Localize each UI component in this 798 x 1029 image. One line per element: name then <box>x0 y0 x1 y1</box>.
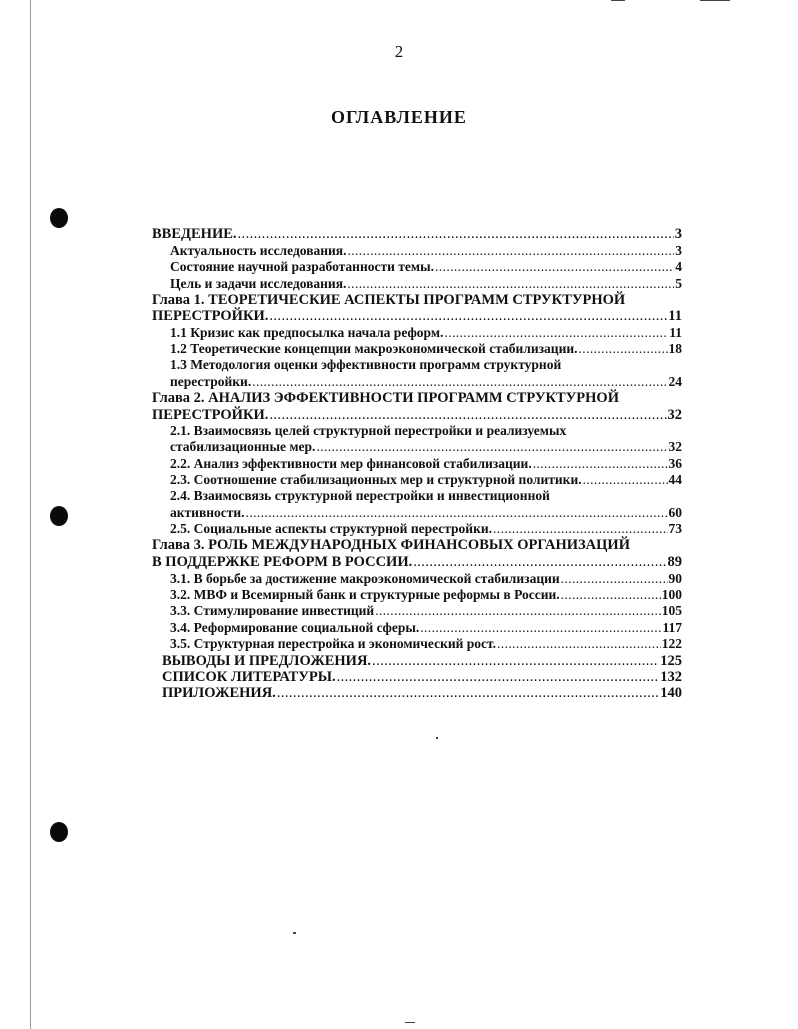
toc-label: ПЕРЕСТРОЙКИ. <box>152 308 269 325</box>
toc-entry-1-3 <box>152 374 682 390</box>
toc-chapter-heading: Глава 3. РОЛЬ МЕЖДУНАРОДНЫХ ФИНАНСОВЫХ ОРГАНИЗАЦИЙ <box>152 537 630 554</box>
scan-speck <box>436 737 438 739</box>
toc-entry-relevance <box>152 242 682 258</box>
toc-page: 4 <box>675 259 682 275</box>
dot-leader <box>493 521 667 537</box>
dot-leader <box>337 669 660 685</box>
toc-page: 44 <box>668 472 682 488</box>
toc-page: 117 <box>662 619 682 635</box>
toc-label: 3.5. Структурная перестройка и экономический рост. <box>170 636 497 652</box>
toc-entry-2-1 <box>152 439 682 455</box>
toc-label: 1.1 Кризис как предпосылка начала реформ. <box>170 324 444 340</box>
toc-entry-2-2 <box>152 455 682 471</box>
dot-leader <box>413 554 666 570</box>
dot-leader <box>444 325 668 341</box>
dot-leader <box>269 308 667 324</box>
toc-page: 3 <box>675 242 682 258</box>
toc-page: 3 <box>674 226 682 243</box>
dot-leader <box>252 374 667 390</box>
dot-leader <box>375 603 661 619</box>
table-of-contents <box>152 226 682 701</box>
toc-entry-goals <box>152 275 682 291</box>
toc-entry-intro <box>152 226 682 242</box>
page-number: 2 <box>394 42 404 61</box>
toc-label: перестройки. <box>170 373 252 389</box>
toc-entry-3-4 <box>152 619 682 635</box>
toc-label: 3.1. В борьбе за достижение макроэкономической стабилизации <box>170 570 560 586</box>
toc-page: 125 <box>660 652 682 669</box>
toc-label: 2.2. Анализ эффективности мер финансовой стабилизации. <box>170 455 532 471</box>
toc-page: 18 <box>668 341 682 357</box>
toc-label: 3.3. Стимулирование инвестиций <box>170 603 375 619</box>
toc-label: активности. <box>170 505 245 521</box>
toc-label: 2.3. Соотношение стабилизационных мер и структурной политики. <box>170 472 582 488</box>
toc-label: ПРИЛОЖЕНИЯ. <box>162 685 276 702</box>
toc-label: Состояние научной разработанности темы. <box>170 259 435 275</box>
toc-entry-3-5 <box>152 636 682 652</box>
toc-entry-3-3 <box>152 603 682 619</box>
dot-leader <box>277 685 659 701</box>
toc-page: 24 <box>668 373 682 389</box>
toc-entry-2-5 <box>152 521 682 537</box>
toc-label: 2.5. Социальные аспекты структурной перестройки. <box>170 521 493 537</box>
toc-page: 122 <box>661 636 682 652</box>
scan-speck <box>611 0 625 1</box>
toc-entry-3-2 <box>152 587 682 603</box>
toc-page: 11 <box>669 324 682 340</box>
punch-hole <box>50 506 68 526</box>
scan-edge <box>30 0 31 1029</box>
toc-page: 89 <box>667 554 682 571</box>
toc-page: 132 <box>660 668 682 685</box>
toc-entry-2-4 <box>152 505 682 521</box>
toc-label: ВВЕДЕНИЕ. <box>152 226 237 243</box>
toc-entry-appendix <box>152 685 682 701</box>
toc-entry-chapter-1 <box>152 308 682 324</box>
dot-leader <box>347 276 674 292</box>
toc-entry-state <box>152 259 682 275</box>
toc-section-heading: 1.3 Методология оценки эффективности программ структурной <box>170 357 562 373</box>
punch-hole <box>50 822 68 842</box>
toc-section-heading: 2.1. Взаимосвязь целей структурной перестройки и реализуемых <box>170 422 567 438</box>
toc-entry-3-1 <box>152 570 682 586</box>
toc-section-heading: 2.4. Взаимосвязь структурной перестройки и инвестиционной <box>170 488 550 504</box>
toc-entry-1-2 <box>152 341 682 357</box>
dot-leader <box>420 620 661 636</box>
dot-leader <box>316 439 667 455</box>
dot-leader <box>561 571 668 587</box>
toc-label: ВЫВОДЫ И ПРЕДЛОЖЕНИЯ. <box>162 652 372 669</box>
punch-hole <box>50 208 68 228</box>
dot-leader <box>561 587 661 603</box>
dot-leader <box>269 407 666 423</box>
toc-label: 3.2. МВФ и Всемирный банк и структурные реформы в России. <box>170 586 560 602</box>
dot-leader <box>497 636 661 652</box>
toc-entry-2-3 <box>152 472 682 488</box>
toc-page: 60 <box>668 505 682 521</box>
toc-page: 90 <box>668 570 682 586</box>
toc-label: ПЕРЕСТРОЙКИ. <box>152 406 269 423</box>
toc-label: В ПОДДЕРЖКЕ РЕФОРМ В РОССИИ. <box>152 554 413 571</box>
toc-label: Цель и задачи исследования. <box>170 275 347 291</box>
toc-page: 73 <box>668 521 682 537</box>
toc-label: 3.4. Реформирование социальной сферы. <box>170 619 420 635</box>
toc-entry-conclusions <box>152 652 682 668</box>
toc-entry-chapter-3 <box>152 554 682 570</box>
dot-leader <box>246 505 668 521</box>
toc-entry-1-1 <box>152 324 682 340</box>
toc-page: 36 <box>668 455 682 471</box>
toc-label: Актуальность исследования. <box>170 242 347 258</box>
toc-page: 105 <box>661 603 682 619</box>
toc-chapter-heading: Глава 1. ТЕОРЕТИЧЕСКИЕ АСПЕКТЫ ПРОГРАММ СТРУКТУРНОЙ <box>152 291 626 308</box>
toc-page: 32 <box>667 406 682 423</box>
toc-page: 32 <box>668 439 682 455</box>
scan-speck <box>700 0 730 1</box>
dot-leader <box>238 226 674 242</box>
toc-page: 5 <box>675 275 682 291</box>
dot-leader <box>583 472 668 488</box>
toc-label: стабилизационные мер. <box>170 439 316 455</box>
dot-leader <box>435 259 674 275</box>
dot-leader <box>579 341 668 357</box>
toc-page: 11 <box>668 308 682 325</box>
scan-speck <box>405 1022 415 1023</box>
scan-speck <box>293 932 296 934</box>
toc-page: 100 <box>661 586 682 602</box>
toc-page: 140 <box>660 685 682 702</box>
toc-chapter-heading: Глава 2. АНАЛИЗ ЭФФЕКТИВНОСТИ ПРОГРАММ СТРУКТУРНОЙ <box>152 389 619 406</box>
toc-label: СПИСОК ЛИТЕРАТУРЫ. <box>162 668 336 685</box>
toc-entry-references <box>152 669 682 685</box>
toc-entry-chapter-2 <box>152 406 682 422</box>
dot-leader <box>347 243 674 259</box>
toc-label: 1.2 Теоретические концепции макроэкономической стабилизации. <box>170 341 578 357</box>
dot-leader <box>533 456 668 472</box>
page-title: ОГЛАВЛЕНИЕ <box>331 107 467 127</box>
dot-leader <box>372 653 659 669</box>
